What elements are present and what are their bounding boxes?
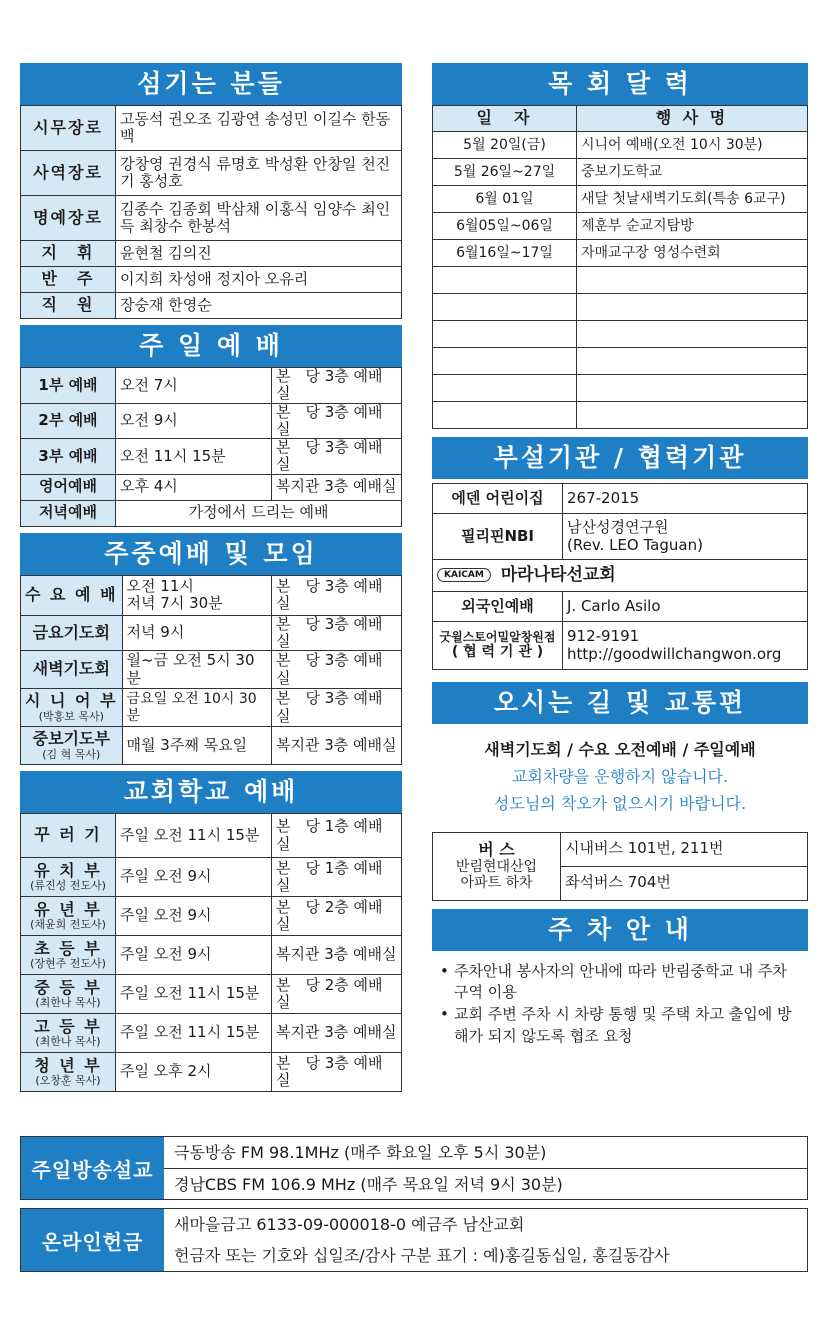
- service-name: 영어예배: [21, 474, 116, 500]
- table-row: [433, 267, 808, 294]
- service-desc: 가정에서 드리는 예배: [116, 500, 402, 526]
- staff-title: 섬기는 분들: [20, 63, 402, 105]
- dept-place: 복지관 3층 예배실: [272, 1014, 402, 1053]
- table-row: [433, 622, 808, 670]
- dept-place: 본 당 3층 예배실: [272, 1053, 402, 1092]
- broadcast-line: 극동방송 FM 98.1MHz (매주 화요일 오후 5시 30분): [174, 1143, 547, 1162]
- service-place: 복지관 3층 예배실: [272, 474, 402, 500]
- dept-time: 주일 오전 11시 15분: [116, 975, 272, 1014]
- affiliate-value-line: (Rev. LEO Taguan): [567, 535, 703, 554]
- kaicam-row: [433, 560, 808, 592]
- event-date: [433, 267, 577, 294]
- calendar-title: 목 회 달 력: [432, 63, 808, 105]
- parking-list: [432, 951, 808, 1048]
- table-row: [21, 814, 402, 858]
- dept-name: 유 년 부 (채윤희 전도사): [21, 897, 116, 936]
- staff-names: 김종수 김종회 박삼채 이홍식 임양수 최인득 최창수 한봉석: [116, 196, 402, 241]
- staff-table: [20, 105, 402, 319]
- meeting-time: 금요일 오전 10시 30분: [122, 689, 271, 727]
- event-name: 시니어 예배(오전 10시 30분): [577, 132, 808, 159]
- dept-name: 꾸 러 기: [21, 814, 116, 858]
- table-row: [21, 858, 402, 897]
- event-date: 5월 26일~27일: [433, 159, 577, 186]
- table-row: [21, 651, 402, 689]
- service-time: 오전 11시 15분: [116, 439, 272, 475]
- staff-role: 반 주: [21, 267, 116, 293]
- meeting-name: 수 요 예 배: [21, 575, 123, 615]
- broadcast-label: 주일방송설교: [21, 1137, 164, 1199]
- event-name: 제훈부 순교지탐방: [577, 213, 808, 240]
- broadcast-line: 경남CBS FM 106.9 MHz (매주 목요일 저녁 9시 30분): [164, 1168, 807, 1199]
- table-row: [21, 575, 402, 615]
- table-row: [21, 267, 402, 293]
- dept-name: 고 등 부 (최한나 목사): [21, 1014, 116, 1053]
- table-row: [21, 1014, 402, 1053]
- meeting-name: 중보기도부 (김 혁 목사): [21, 727, 123, 765]
- service-name: 3부 예배: [21, 439, 116, 475]
- goodwill-phone: 912-9191: [567, 627, 640, 646]
- affiliate-value: [563, 514, 808, 560]
- midweek-title: 주중예배 및 모임: [20, 533, 402, 575]
- table-row: [21, 368, 402, 404]
- table-row: [433, 186, 808, 213]
- sunday-table: [20, 367, 402, 527]
- event-date: 6월05일~06일: [433, 213, 577, 240]
- meeting-name: 새벽기도회: [21, 651, 123, 689]
- col-event-header: 행 사 명: [577, 106, 808, 132]
- goodwill-url: http://goodwillchangwon.org: [567, 644, 782, 663]
- calendar-table: [432, 105, 808, 429]
- table-row: [21, 241, 402, 267]
- service-time: 오전 7시: [116, 368, 272, 404]
- bus-label: 버 스: [478, 839, 515, 859]
- list-item: • 주차안내 봉사자의 안내에 따라 반림중학교 내 주차구역 이용: [440, 961, 800, 1005]
- event-name: 중보기도학교: [577, 159, 808, 186]
- dept-name: 초 등 부 (장현주 전도사): [21, 936, 116, 975]
- service-name: 1부 예배: [21, 368, 116, 404]
- meeting-place: 본 당 3층 예배실: [272, 689, 402, 727]
- midweek-table: [20, 575, 402, 766]
- event-date: [433, 348, 577, 375]
- table-row: [21, 403, 402, 439]
- col-date-header: 일 자: [433, 106, 577, 132]
- table-row: [433, 348, 808, 375]
- event-name: [577, 321, 808, 348]
- table-row: [21, 293, 402, 319]
- table-row: [21, 439, 402, 475]
- table-row: [433, 240, 808, 267]
- meeting-place: 본 당 3층 예배실: [272, 575, 402, 615]
- table-row: [433, 321, 808, 348]
- table-row: [433, 484, 808, 514]
- meeting-place: 본 당 3층 예배실: [272, 615, 402, 651]
- dept-name: 유 치 부 (류진성 전도사): [21, 858, 116, 897]
- table-row: [433, 132, 808, 159]
- dept-place: 본 당 2층 예배실: [272, 975, 402, 1014]
- dept-time: 주일 오전 9시: [116, 858, 272, 897]
- meeting-time: 매월 3주째 목요일: [122, 727, 271, 765]
- dept-name: 청 년 부 (오창훈 목사): [21, 1053, 116, 1092]
- service-place: 본 당 3층 예배실: [272, 439, 402, 475]
- kaicam-name: 마라나타선교회: [500, 564, 616, 585]
- left-column: [20, 63, 402, 1092]
- directions-line1: 새벽기도회 / 수요 오전예배 / 주일예배: [484, 740, 756, 759]
- meeting-name: 금요기도회: [21, 615, 123, 651]
- dept-place: 본 당 1층 예배실: [272, 814, 402, 858]
- dept-time: 주일 오전 11시 15분: [116, 814, 272, 858]
- right-column: [432, 63, 808, 1048]
- dept-place: 본 당 1층 예배실: [272, 858, 402, 897]
- table-row: [433, 832, 808, 866]
- table-row: [433, 402, 808, 429]
- event-date: [433, 321, 577, 348]
- event-date: [433, 402, 577, 429]
- staff-role: 직 원: [21, 293, 116, 319]
- dept-time: 주일 오전 9시: [116, 897, 272, 936]
- staff-role: 지 휘: [21, 241, 116, 267]
- offering-box: [20, 1208, 808, 1272]
- dept-time: 주일 오전 9시: [116, 936, 272, 975]
- offering-line: 헌금자 또는 기호와 십일조/감사 구분 표기 : 예)홍길동십일, 홍길동감사: [174, 1246, 670, 1265]
- offering-label: 온라인헌금: [21, 1209, 164, 1271]
- service-place: 본 당 3층 예배실: [272, 403, 402, 439]
- event-name: [577, 267, 808, 294]
- table-row: [433, 375, 808, 402]
- bus-stop-note: 아파트 하차: [460, 875, 533, 892]
- event-name: [577, 294, 808, 321]
- service-name: 2부 예배: [21, 403, 116, 439]
- affiliates-table: [432, 483, 808, 670]
- table-row: [21, 196, 402, 241]
- directions-line2: 교회차량을 운행하지 않습니다.: [511, 767, 729, 787]
- parking-title: 주 차 안 내: [432, 909, 808, 951]
- event-name: 새달 첫날새벽기도회(특송 6교구): [577, 186, 808, 213]
- table-row: [433, 159, 808, 186]
- table-row: [21, 500, 402, 526]
- table-header: [433, 106, 808, 132]
- table-row: [21, 727, 402, 765]
- table-row: [21, 975, 402, 1014]
- affiliate-value: J. Carlo Asilo: [563, 592, 808, 622]
- list-item: • 교회 주변 주차 시 차량 통행 및 주택 차고 출입에 방해가 되지 않도록 협조 요청: [440, 1004, 800, 1048]
- bus-stop-name: 반림현대산업: [455, 859, 538, 876]
- event-date: [433, 375, 577, 402]
- goodwill-sub: ( 협 력 기 관 ): [451, 644, 544, 661]
- table-row: [433, 294, 808, 321]
- school-table: [20, 813, 402, 1092]
- affiliate-name: 에덴 어린이집: [433, 484, 563, 514]
- bus-stop: [433, 832, 561, 900]
- table-row: [433, 213, 808, 240]
- event-name: [577, 375, 808, 402]
- sunday-title: 주 일 예 배: [20, 325, 402, 367]
- affiliate-value: 267-2015: [563, 484, 808, 514]
- bus-route: 좌석버스 704번: [561, 866, 808, 900]
- meeting-name: 시 니 어 부 (박홍보 목사): [21, 689, 123, 727]
- service-time: 오후 4시: [116, 474, 272, 500]
- service-place: 본 당 3층 예배실: [272, 368, 402, 404]
- staff-names: 이지희 차성애 정지아 오유리: [116, 267, 402, 293]
- meeting-time: 저녁 9시: [122, 615, 271, 651]
- dept-place: 복지관 3층 예배실: [272, 936, 402, 975]
- directions-notice: [432, 724, 808, 818]
- directions-title: 오시는 길 및 교통편: [432, 682, 808, 724]
- offering-line: 새마을금고 6133-09-000018-0 예금주 남산교회: [174, 1215, 525, 1234]
- staff-names: 장숭재 한영순: [116, 293, 402, 319]
- table-row: [21, 936, 402, 975]
- school-title: 교회학교 예배: [20, 771, 402, 813]
- affiliate-name: 외국인예배: [433, 592, 563, 622]
- dept-place: 본 당 2층 예배실: [272, 897, 402, 936]
- offering-rows: [164, 1209, 807, 1271]
- event-name: [577, 348, 808, 375]
- broadcast-rows: [164, 1137, 807, 1199]
- table-row: [21, 615, 402, 651]
- meeting-place: 복지관 3층 예배실: [272, 727, 402, 765]
- table-row: [433, 514, 808, 560]
- event-date: 6월 01일: [433, 186, 577, 213]
- staff-names: 윤현철 김의진: [116, 241, 402, 267]
- dept-name: 중 등 부 (최한나 목사): [21, 975, 116, 1014]
- event-name: 자매교구장 영성수련회: [577, 240, 808, 267]
- affiliate-value: [563, 622, 808, 670]
- event-date: [433, 294, 577, 321]
- bus-route: 시내버스 101번, 211번: [561, 832, 808, 866]
- directions-line3: 성도님의 착오가 없으시기 바랍니다.: [493, 794, 747, 814]
- table-row: [21, 474, 402, 500]
- meeting-time: 오전 11시 저녁 7시 30분: [122, 575, 271, 615]
- affiliate-name: [433, 622, 563, 670]
- table-row: [21, 106, 402, 151]
- bus-table: [432, 832, 808, 901]
- table-row: [21, 1053, 402, 1092]
- table-row: [21, 689, 402, 727]
- table-row: [433, 560, 808, 592]
- staff-names: 고동석 권오조 김광연 송성민 이길수 한동백: [116, 106, 402, 151]
- table-row: [21, 151, 402, 196]
- meeting-time: 월~금 오전 5시 30분: [122, 651, 271, 689]
- staff-names: 강창영 권경식 류명호 박성환 안창일 천진기 홍성호: [116, 151, 402, 196]
- event-date: 5월 20일(금): [433, 132, 577, 159]
- dept-time: 주일 오전 11시 15분: [116, 1014, 272, 1053]
- event-name: [577, 402, 808, 429]
- affiliate-name: 필리핀NBI: [433, 514, 563, 560]
- goodwill-name: 굿윌스토어밀알창원점: [439, 629, 556, 644]
- kaicam-logo: KAICAM: [437, 568, 491, 582]
- broadcast-box: [20, 1136, 808, 1200]
- affiliate-value-line: 남산성경연구원: [567, 518, 669, 537]
- dept-time: 주일 오후 2시: [116, 1053, 272, 1092]
- staff-role: 사역장로: [21, 151, 116, 196]
- staff-role: 명예장로: [21, 196, 116, 241]
- table-row: [21, 897, 402, 936]
- event-date: 6월16일~17일: [433, 240, 577, 267]
- affiliates-title: 부설기관 / 협력기관: [432, 437, 808, 479]
- service-time: 오전 9시: [116, 403, 272, 439]
- service-name: 저녁예배: [21, 500, 116, 526]
- meeting-place: 본 당 3층 예배실: [272, 651, 402, 689]
- staff-role: 시무장로: [21, 106, 116, 151]
- table-row: [433, 592, 808, 622]
